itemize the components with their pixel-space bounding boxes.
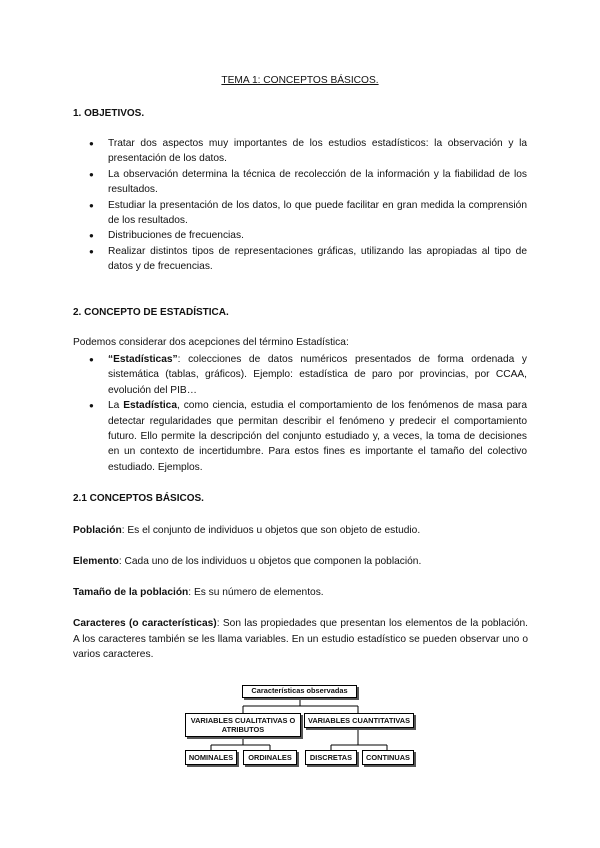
def-elemento	[73, 554, 528, 570]
list-item: ● Tratar dos aspectos muy importantes de los estudios estadísticos: la observación y la presentación de los datos.	[89, 136, 527, 167]
term: Estadística	[123, 400, 177, 412]
definition: , como ciencia, estudia el comportamiento de los fenómenos de masa para detectar regularidades que permitan describir el fenómeno y predecir el comportamiento futuro. Ello permite la descripción del conjunto estudiado y, a veces, la toma de decisiones en un contexto de incertidumbre. Para estos fines es importante el tamaño del colectivo estudiado. Ejemplos.	[108, 400, 527, 473]
term: “Estadísticas”	[108, 354, 178, 365]
term: Tamaño de la población	[73, 587, 189, 598]
def-caracteres	[73, 616, 528, 663]
definition: : Es su número de elementos.	[188, 587, 324, 598]
diagram-cualitativas: VARIABLES CUALITATIVAS O ATRIBUTOS	[185, 713, 301, 737]
diagram-continuas: CONTINUAS	[362, 750, 414, 765]
def-poblacion	[73, 523, 528, 539]
term: Población	[73, 525, 122, 536]
list-item: ● Realizar distintos tipos de representaciones gráficas, utilizando las apropiadas al tipo de datos y de frecuencias.	[89, 244, 527, 275]
diagram-root: Características observadas	[242, 685, 357, 698]
page-title: TEMA 1: CONCEPTOS BÁSICOS.	[221, 75, 379, 86]
list-item	[89, 398, 527, 475]
diagram-ordinales: ORDINALES	[243, 750, 297, 765]
definition: : Cada uno de los individuos u objetos que componen la población.	[118, 556, 422, 567]
estadistica-intro: Podemos considerar dos acepciones del término Estadística:	[73, 337, 349, 348]
objetivos-list	[89, 136, 527, 275]
section-heading-objetivos: 1. OBJETIVOS.	[73, 108, 145, 119]
prefix: La	[108, 400, 124, 412]
section-heading-estadistica: 2. CONCEPTO DE ESTADÍSTICA.	[73, 307, 229, 318]
list-item	[89, 352, 527, 398]
diagram-nominales: NOMINALES	[185, 750, 237, 765]
def-tamano	[73, 585, 528, 601]
section-heading-conceptos: 2.1 CONCEPTOS BÁSICOS.	[73, 493, 204, 504]
term: Caracteres (o características)	[73, 618, 217, 629]
list-item: ● Distribuciones de frecuencias.	[89, 228, 527, 243]
definition: : Son las propiedades que presentan los elementos de la población. A los caracteres también se les llama variables. En un estudio estadístico se pueden observar uno o varios caracteres.	[73, 618, 528, 660]
definition: : colecciones de datos numéricos presentados de forma ordenada y sistemática (tablas, gráficos). Ejemplo: estadística de paro por provincias, por CCAA, evolución del PIB…	[108, 354, 527, 396]
definition: : Es el conjunto de individuos u objetos que son objeto de estudio.	[121, 525, 421, 536]
term: Elemento	[73, 556, 119, 567]
list-item: ● La observación determina la técnica de recolección de la información y la fiabilidad de los resultados.	[89, 167, 527, 198]
list-item: ● Estudiar la presentación de los datos, lo que puede facilitar en gran medida la comprensión de los resultados.	[89, 198, 527, 229]
diagram-cuantitativas: VARIABLES CUANTITATIVAS	[304, 713, 414, 728]
acepciones-list	[89, 352, 527, 475]
diagram-discretas: DISCRETAS	[305, 750, 357, 765]
